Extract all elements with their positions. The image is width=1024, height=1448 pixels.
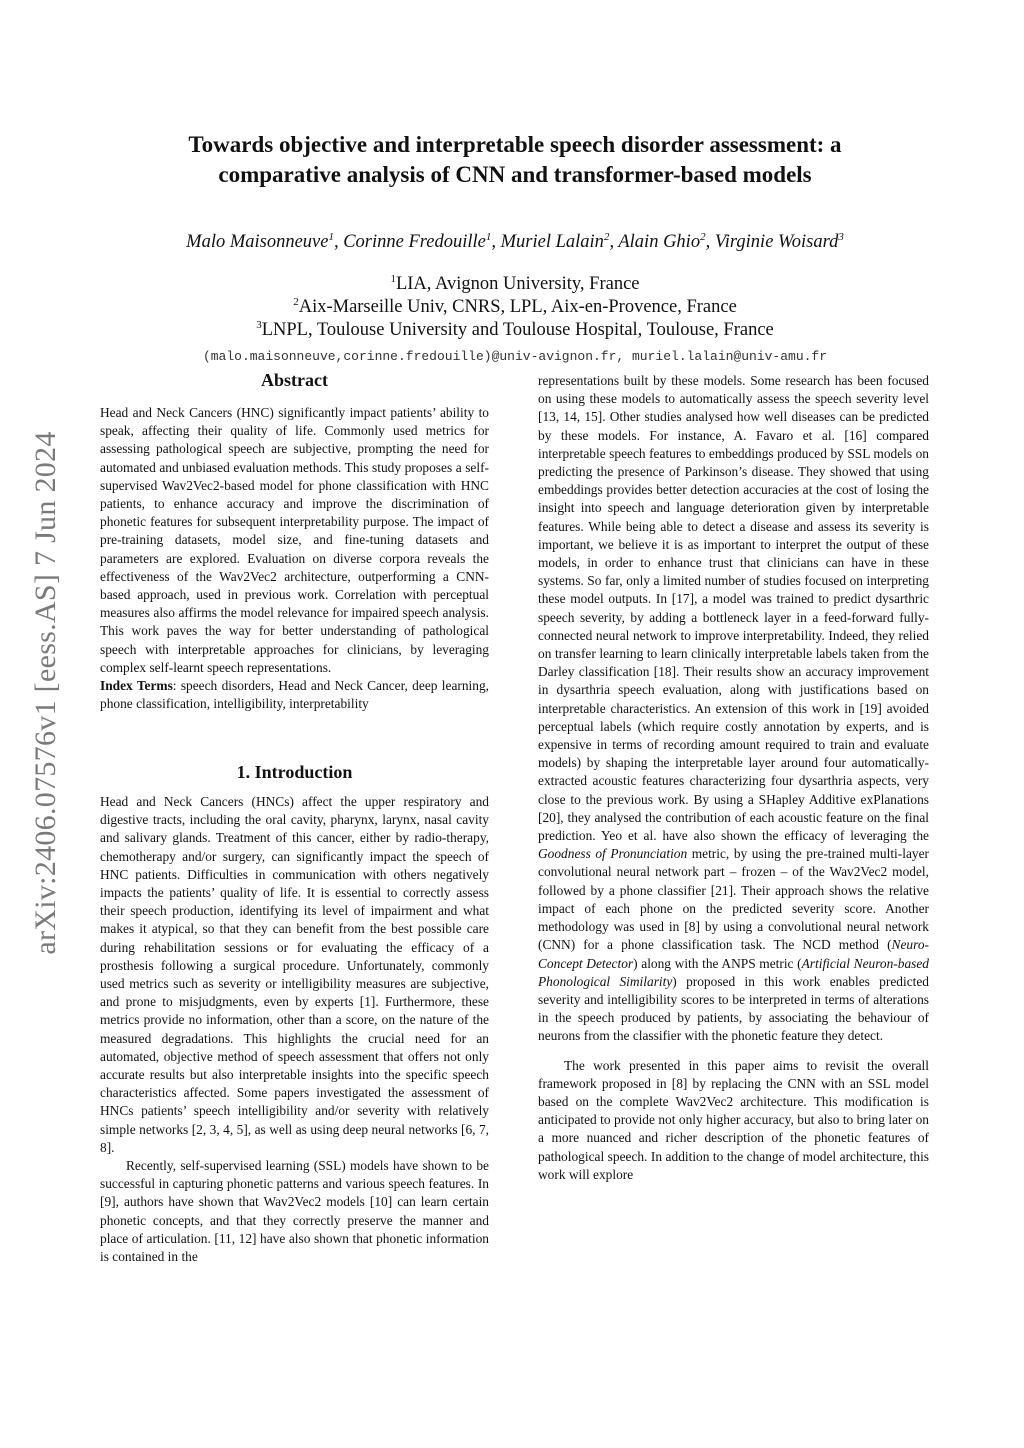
author-affil-mark: 1 [328,231,334,243]
paragraph-text: representations built by these models. Some research has been focused on using these models to automatically assess the speech severity level [13, 14, 15]. Other studies analysed how well diseases can be predicted by these models. For instance, A. Favaro et al. [16] compared interpretable speech features to embeddings produced by SSL models on predicting the presence of Parkinson’s disease. They showed that using embeddings provides better detection accuracies at the cost of losing the insight into speech and language deterioration given by interpretable features. While being able to detect a disease and assess its severity is important, we believe it is as important to interpret the output of these models, in order to enhance trust that clinicians can have in these systems. So far, only a limited number of studies focused on interpreting these model outputs. In [17], a model was trained to predict dysarthric speech severity, by adding a bottleneck layer in a feed-forward fully-connected neural network to improve interpretability. Indeed, they relied on transfer learning to learn clinically interpretable labels taken from the Darley classification [18]. Their results show an accuracy improvement in dysarthria speech evaluation, along with justifications based on interpretable characteristics. An extension of this work in [19] avoided perceptual labels (which require costly annotation by experts, and is expensive in terms of recording amount required to train and evaluate models) by shaping the interpretable layer around four automatically-extracted acoustic features characterizing four dysarthria aspects, very close to the previous work. By using a SHapley Additive exPlanations [20], they analysed the contribution of each acoustic feature on the final prediction. Yeo et al. have also shown the efficacy of leveraging the [538,373,929,844]
intro-section [100,793,489,1266]
author-list [100,232,930,253]
abstract-heading: Abstract [261,370,328,390]
intro-paragraph-2: Recently, self-supervised learning (SSL) models have shown to be successful in capturing phonetic patterns and various speech features. In [9], authors have shown that Wav2Vec2 models [10] can learn certain phonetic concepts, and that they correctly preserve the manner and place of articulation. [11, 12] have also shown that phonetic information is contained in the [100,1158,489,1265]
affiliation-text: Aix-Marseille Univ, CNRS, LPL, Aix-en-Provence, France [298,297,737,317]
author-affil-mark: 2 [700,231,706,243]
affiliation-text: LNPL, Toulouse University and Toulouse Hospital, Toulouse, France [261,320,774,340]
author-separator: , [333,232,344,252]
right-column [538,372,929,1184]
author-affil-mark: 1 [485,231,492,243]
author-separator: , [609,232,619,252]
affiliation-2 [100,297,930,318]
right-paragraph-2: The work presented in this paper aims to revisit the overall framework proposed in [8] by replacing the CNN with an SSL model based on the complete Wav2Vec2 architecture. This modification is anticipated to provide not only higher accuracy, but also to bring later on a more nuanced and richer description of the phonetic features of pathological speech. In addition to the change of model architecture, this work will explore [538,1057,929,1182]
title-line-2: comparative analysis of CNN and transformer-based models [218,162,812,187]
intro-heading: 1. Introduction [236,762,353,782]
arxiv-identifier: arXiv:2406.07576v1 [eess.AS] 7 Jun 2024 [29,431,62,955]
author-name: Muriel Lalain [500,232,604,252]
affiliation-mark: 1 [390,273,396,285]
author-name: Corinne Fredouille [343,232,486,252]
paragraph-text: ) proposed in this work enables predicted severity and intelligibility scores to be interpreted in terms of alterations in the speech produced by patients, by associating the behaviour of neurons from the classifier with the phonetic feature they detect. [538,973,929,1044]
abstract-body: Head and Neck Cancers (HNC) significantly impact patients’ ability to speak, affecting their quality of life. Commonly used metrics for assessing pathological speech are subjective, prompting the need for automated and unbiased evaluation methods. This study proposes a self-supervised Wav2Vec2-based model for phone classification with HNC patients, to enhance accuracy and improve the discrimination of phonetic features for subsequent interpretability purpose. The impact of pre-training datasets, model size, and fine-tuning datasets and parameters are explored. Evaluation on diverse corpora reveals the effectiveness of the Wav2Vec2 architecture, outperforming a CNN-based approach, used in previous work. Correlation with perceptual measures also affirms the model relevance for impaired speech analysis. This work paves the way for better understanding of pathological speech with interpretable approaches for clinicians, by leveraging complex self-learnt speech representations. [100,405,489,675]
affiliation-mark: 2 [293,296,299,308]
paper-title [120,130,910,190]
author-name: Malo Maisonneuve [186,232,329,252]
author-emails: (malo.maisonneuve,corinne.fredouille)@univ-avignon.fr, muriel.lalain@univ-amu.fr [202,349,828,364]
paragraph-text: ) along with the ANPS metric ( [633,955,802,971]
author-separator: , [705,232,715,252]
right-paragraph-1 [538,372,929,1046]
index-terms-text: : speech disorders, Head and Neck Cancer, deep learning, phone classification, intelligibility, interpretability [100,678,489,712]
gop-metric-term: Goodness of Pronunciation [538,846,688,862]
paragraph-text: metric, by using the pre-trained multi-layer convolutional neural network part – frozen – of the Wav2Vec2 model, followed by a phone classifier [21]. Their approach shows the relative impact of each phone on the predicted severity score. Another methodology was used in [8] by using a convolutional neural network (CNN) for a phone classification task. The NCD method ( [538,846,929,953]
affiliation-mark: 3 [256,319,262,331]
affiliation-text: LIA, Avignon University, France [395,274,640,294]
index-terms [100,677,489,713]
abstract-section [100,404,489,713]
author-name: Alain Ghio [618,232,701,252]
author-affil-mark: 2 [603,231,610,243]
index-terms-label: Index Terms [100,678,173,694]
author-affil-mark: 3 [838,231,844,243]
affiliation-1 [100,274,930,295]
title-line-1: Towards objective and interpretable speech disorder assessment: a [188,132,842,157]
author-name: Virginie Woisard [714,232,839,252]
anps-term: Artificial Neuron-based Phonological Similarity [538,955,930,989]
author-separator: , [491,232,501,252]
intro-paragraph-1: Head and Neck Cancers (HNCs) affect the upper respiratory and digestive tracts, including the oral cavity, pharynx, larynx, nasal cavity and salivary glands. Treatment of this cancer, either by radio-therapy, chemotherapy and/or surgery, can significantly impact the speech of HNC patients. Difficulties in communication with others negatively impacts the patients’ quality of life. It is essential to correctly assess their speech production, identifying its level of impairment and what makes it atypical, so that they can benefit from the best possible care during rehabilitation sessions or for evaluating the efficacy of a prosthesis following a surgical procedure. Unfortunately, commonly used metrics such as severity or intelligibility measures are subjective, and prone to misjudgments, even by experts [1]. Furthermore, these metrics provide no information, other than a score, on the nature of the measured degradations. This highlights the crucial need for an automated, objective method of speech assessment that offers not only accurate results but also interpretable insights into the specific speech characteristics affected. Some papers investigated the assessment of HNCs patients’ speech intelligibility and/or severity with relatively simple networks [2, 3, 4, 5], as well as using deep neural networks [6, 7, 8]. [100,794,489,1155]
affiliation-3 [100,320,930,341]
ncd-term: Neuro-Concept Detector [538,937,929,971]
